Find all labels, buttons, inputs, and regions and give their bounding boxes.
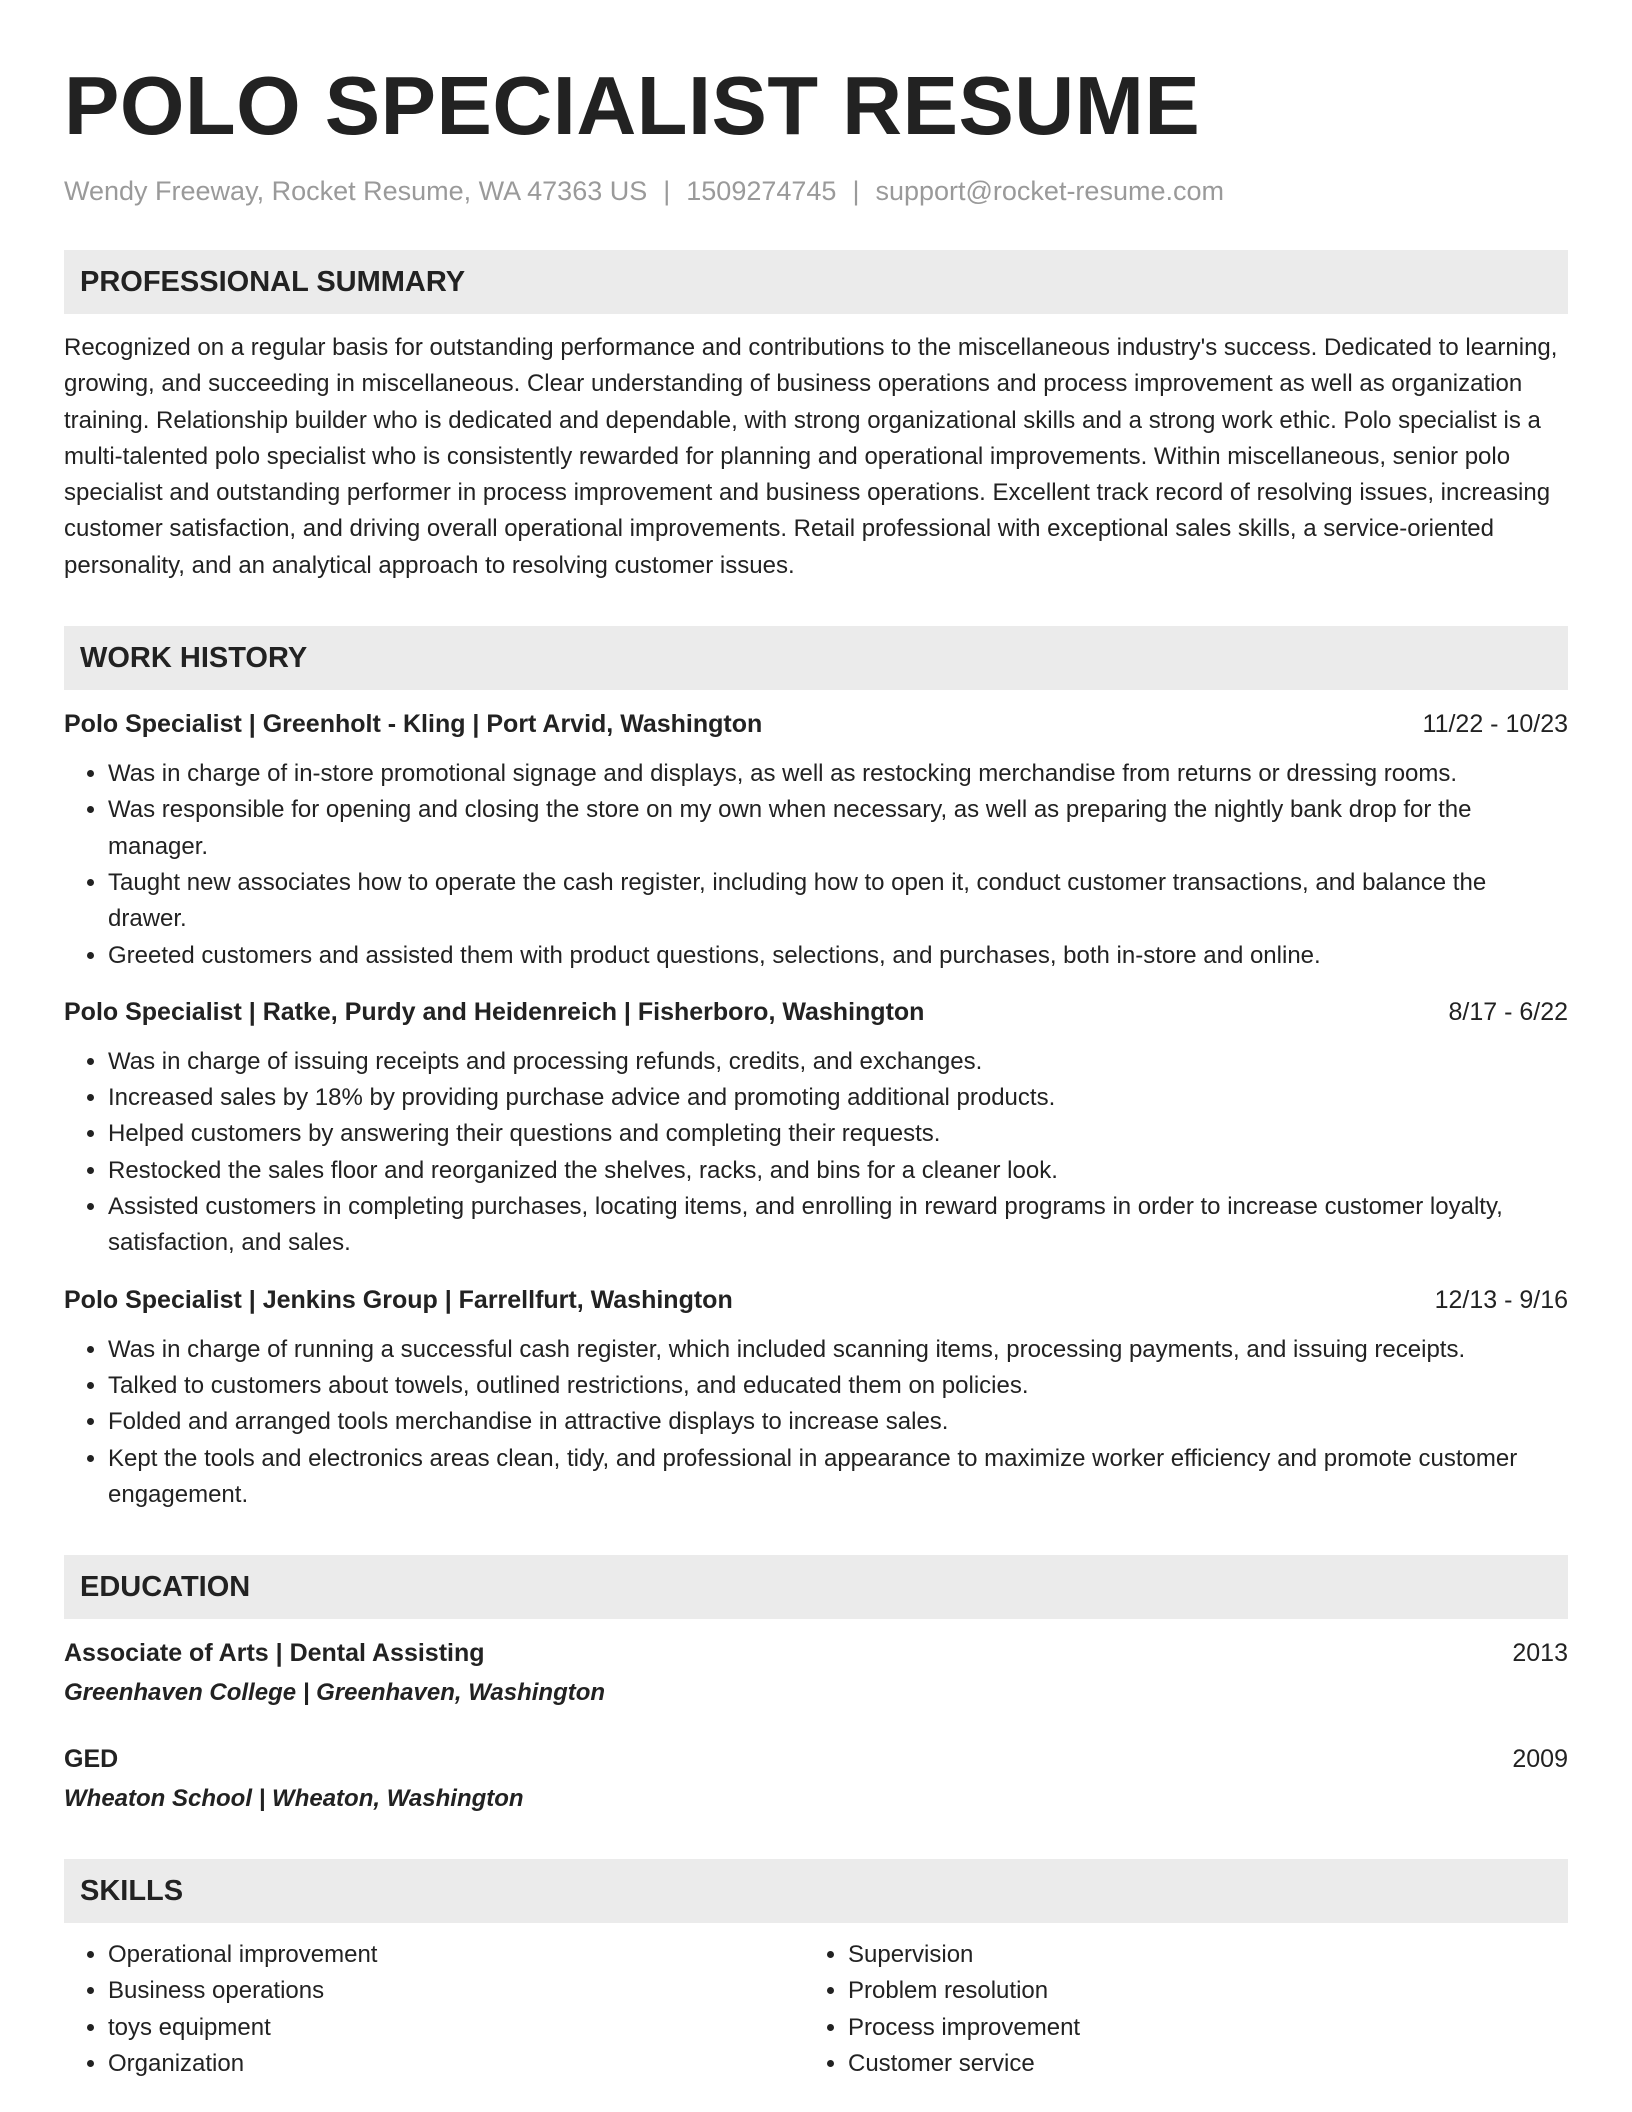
job-header: [64, 994, 1568, 1030]
job-bullet: • Talked to customers about towels, outlined restrictions, and educated them on policies.: [108, 1368, 1568, 1404]
education-degree: Associate of Arts | Dental Assisting: [64, 1639, 485, 1668]
job-entry: [64, 994, 1568, 1262]
job-bullet: • Helped customers by answering their questions and completing their requests.: [108, 1116, 1568, 1152]
section-heading-education: EDUCATION: [64, 1555, 1568, 1619]
job-bullet: • Was in charge of issuing receipts and processing refunds, credits, and exchanges.: [108, 1044, 1568, 1080]
job-entry: [64, 706, 1568, 974]
contact-phone: 1509274745: [686, 176, 837, 206]
job-entry: [64, 1282, 1568, 1513]
education-school: Wheaton School | Wheaton, Washington: [64, 1785, 524, 1813]
job-bullet: • Was responsible for opening and closing the store on my own when necessary, as well as preparing the nightly bank drop for the manager.: [108, 792, 1568, 865]
skill-item: • Organization: [108, 2046, 804, 2082]
skills-column-left: [64, 1937, 804, 2082]
education-degree: GED: [64, 1745, 119, 1774]
education-school: Greenhaven College | Greenhaven, Washington: [64, 1679, 606, 1707]
contact-separator: |: [852, 176, 860, 206]
job-bullet: • Greeted customers and assisted them with product questions, selections, and purchases, both in-store and online.: [108, 938, 1568, 974]
education-entry: [64, 1635, 1568, 1711]
job-bullet: • Increased sales by 18% by providing purchase advice and promoting additional products.: [108, 1080, 1568, 1116]
skill-item: • Problem resolution: [848, 1973, 1544, 2009]
skill-item: • toys equipment: [108, 2010, 804, 2046]
job-bullet: • Restocked the sales floor and reorganized the shelves, racks, and bins for a cleaner look.: [108, 1153, 1568, 1189]
job-header: [64, 1282, 1568, 1318]
job-bullets: [64, 1332, 1568, 1513]
education-header: [64, 1741, 1568, 1777]
job-bullets: [64, 756, 1568, 974]
section-heading-work-history: WORK HISTORY: [64, 626, 1568, 690]
page-title: POLO SPECIALIST RESUME: [64, 59, 1201, 152]
skills-column-right: [804, 1937, 1544, 2082]
contact-email: support@rocket-resume.com: [875, 176, 1224, 206]
job-bullets: [64, 1044, 1568, 1262]
job-bullet: • Taught new associates how to operate the cash register, including how to open it, conduct customer transactions, and balance the drawer.: [108, 865, 1568, 938]
education-year: 2013: [1512, 1639, 1568, 1668]
contact-line: [64, 174, 1568, 208]
skills-list: [64, 1937, 1568, 2082]
skill-item: • Business operations: [108, 1973, 804, 2009]
job-title: Polo Specialist | Greenholt - Kling | Port Arvid, Washington: [64, 710, 763, 739]
skill-item: • Process improvement: [848, 2010, 1544, 2046]
job-dates: 8/17 - 6/22: [1448, 997, 1568, 1026]
job-header: [64, 706, 1568, 742]
education-header: [64, 1635, 1568, 1671]
contact-separator: |: [663, 176, 671, 206]
job-bullet: • Folded and arranged tools merchandise in attractive displays to increase sales.: [108, 1404, 1568, 1440]
education-year: 2009: [1512, 1745, 1568, 1774]
skill-item: • Customer service: [848, 2046, 1544, 2082]
education-entry: [64, 1741, 1568, 1817]
skill-item: • Supervision: [848, 1937, 1544, 1973]
section-heading-summary: PROFESSIONAL SUMMARY: [64, 250, 1568, 314]
job-bullet: • Was in charge of in-store promotional signage and displays, as well as restocking merchandise from returns or dressing rooms.: [108, 756, 1568, 792]
job-bullet: • Assisted customers in completing purchases, locating items, and enrolling in reward programs in order to increase customer loyalty, satisfaction, and sales.: [108, 1189, 1568, 1262]
skill-item: • Operational improvement: [108, 1937, 804, 1973]
job-bullet: • Kept the tools and electronics areas clean, tidy, and professional in appearance to maximize worker efficiency and promote customer engagement.: [108, 1441, 1568, 1514]
contact-address: Wendy Freeway, Rocket Resume, WA 47363 US: [64, 176, 648, 206]
job-dates: 11/22 - 10/23: [1422, 710, 1568, 739]
job-dates: 12/13 - 9/16: [1434, 1285, 1568, 1314]
job-title: Polo Specialist | Jenkins Group | Farrellfurt, Washington: [64, 1285, 733, 1314]
summary-text: Recognized on a regular basis for outstanding performance and contributions to the miscellaneous industry's success. Dedicated to learning, growing, and succeeding in miscellaneous. Clear understanding of business operations and process improvement as well as organization training. Relationship builder who is dedicated and dependable, with strong organizational skills and a strong work ethic. Polo specialist is a multi-talented polo specialist who is consistently rewarded for planning and operational improvements. Within miscellaneous, senior polo specialist and outstanding performer in process improvement and business operations. Excellent track record of resolving issues, increasing customer satisfaction, and driving overall operational improvements. Retail professional with exceptional sales skills, a service-oriented personality, and an analytical approach to resolving customer issues.: [64, 334, 1558, 579]
job-bullet: • Was in charge of running a successful cash register, which included scanning items, processing payments, and issuing receipts.: [108, 1332, 1568, 1368]
job-title: Polo Specialist | Ratke, Purdy and Heidenreich | Fisherboro, Washington: [64, 997, 925, 1026]
section-heading-skills: SKILLS: [64, 1859, 1568, 1923]
